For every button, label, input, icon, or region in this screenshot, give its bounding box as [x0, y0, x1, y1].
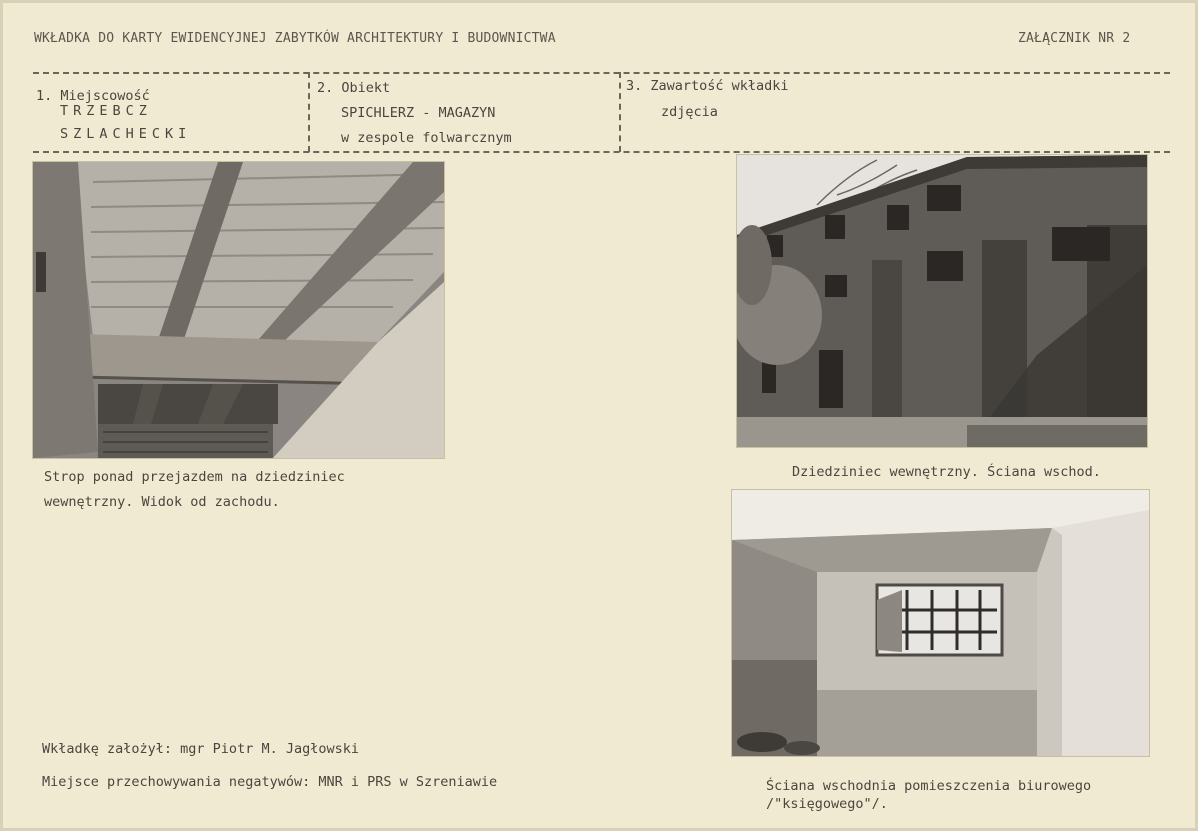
- photo-ceiling-image: [33, 162, 444, 458]
- location-label: 1. Miejscowość: [36, 88, 150, 104]
- location-value-line1: TRZEBCZ: [60, 103, 152, 119]
- form-bottom-rule: [33, 151, 1170, 153]
- photo-ceiling: [33, 162, 444, 458]
- field-divider-2: [619, 72, 621, 152]
- caption-office-line1: Ściana wschodnia pomieszczenia biurowego: [766, 778, 1092, 794]
- photo-office: [732, 490, 1149, 756]
- author-note: Wkładkę założył: mgr Piotr M. Jagłowski: [42, 741, 359, 757]
- form-top-rule: [33, 72, 1170, 74]
- annex-number: ZAŁĄCZNIK NR 2: [1018, 31, 1131, 46]
- contents-label: 3. Zawartość wkładki: [626, 78, 789, 94]
- caption-courtyard: Dziedziniec wewnętrzny. Ściana wschod.: [792, 464, 1101, 480]
- caption-ceiling-line2: wewnętrzny. Widok od zachodu.: [44, 494, 280, 510]
- caption-office-line2: /"księgowego"/.: [766, 796, 888, 812]
- location-value-line2: SZLACHECKI: [60, 126, 192, 142]
- object-value-line1: SPICHLERZ - MAGAZYN: [341, 105, 496, 121]
- photo-courtyard-image: [737, 155, 1147, 447]
- negatives-location: Miejsce przechowywania negatywów: MNR i PRS w Szreniawie: [42, 774, 498, 790]
- photo-courtyard: [737, 155, 1147, 447]
- object-value-line2: w zespole folwarcznym: [341, 130, 512, 146]
- caption-ceiling-line1: Strop ponad przejazdem na dziedziniec: [44, 469, 345, 485]
- contents-value: zdjęcia: [661, 104, 718, 120]
- photo-office-image: [732, 490, 1149, 756]
- object-label: 2. Obiekt: [317, 80, 391, 96]
- card-title: WKŁADKA DO KARTY EWIDENCYJNEJ ZABYTKÓW ARCHITEKTURY I BUDOWNICTWA: [34, 31, 556, 46]
- field-divider-1: [308, 72, 310, 152]
